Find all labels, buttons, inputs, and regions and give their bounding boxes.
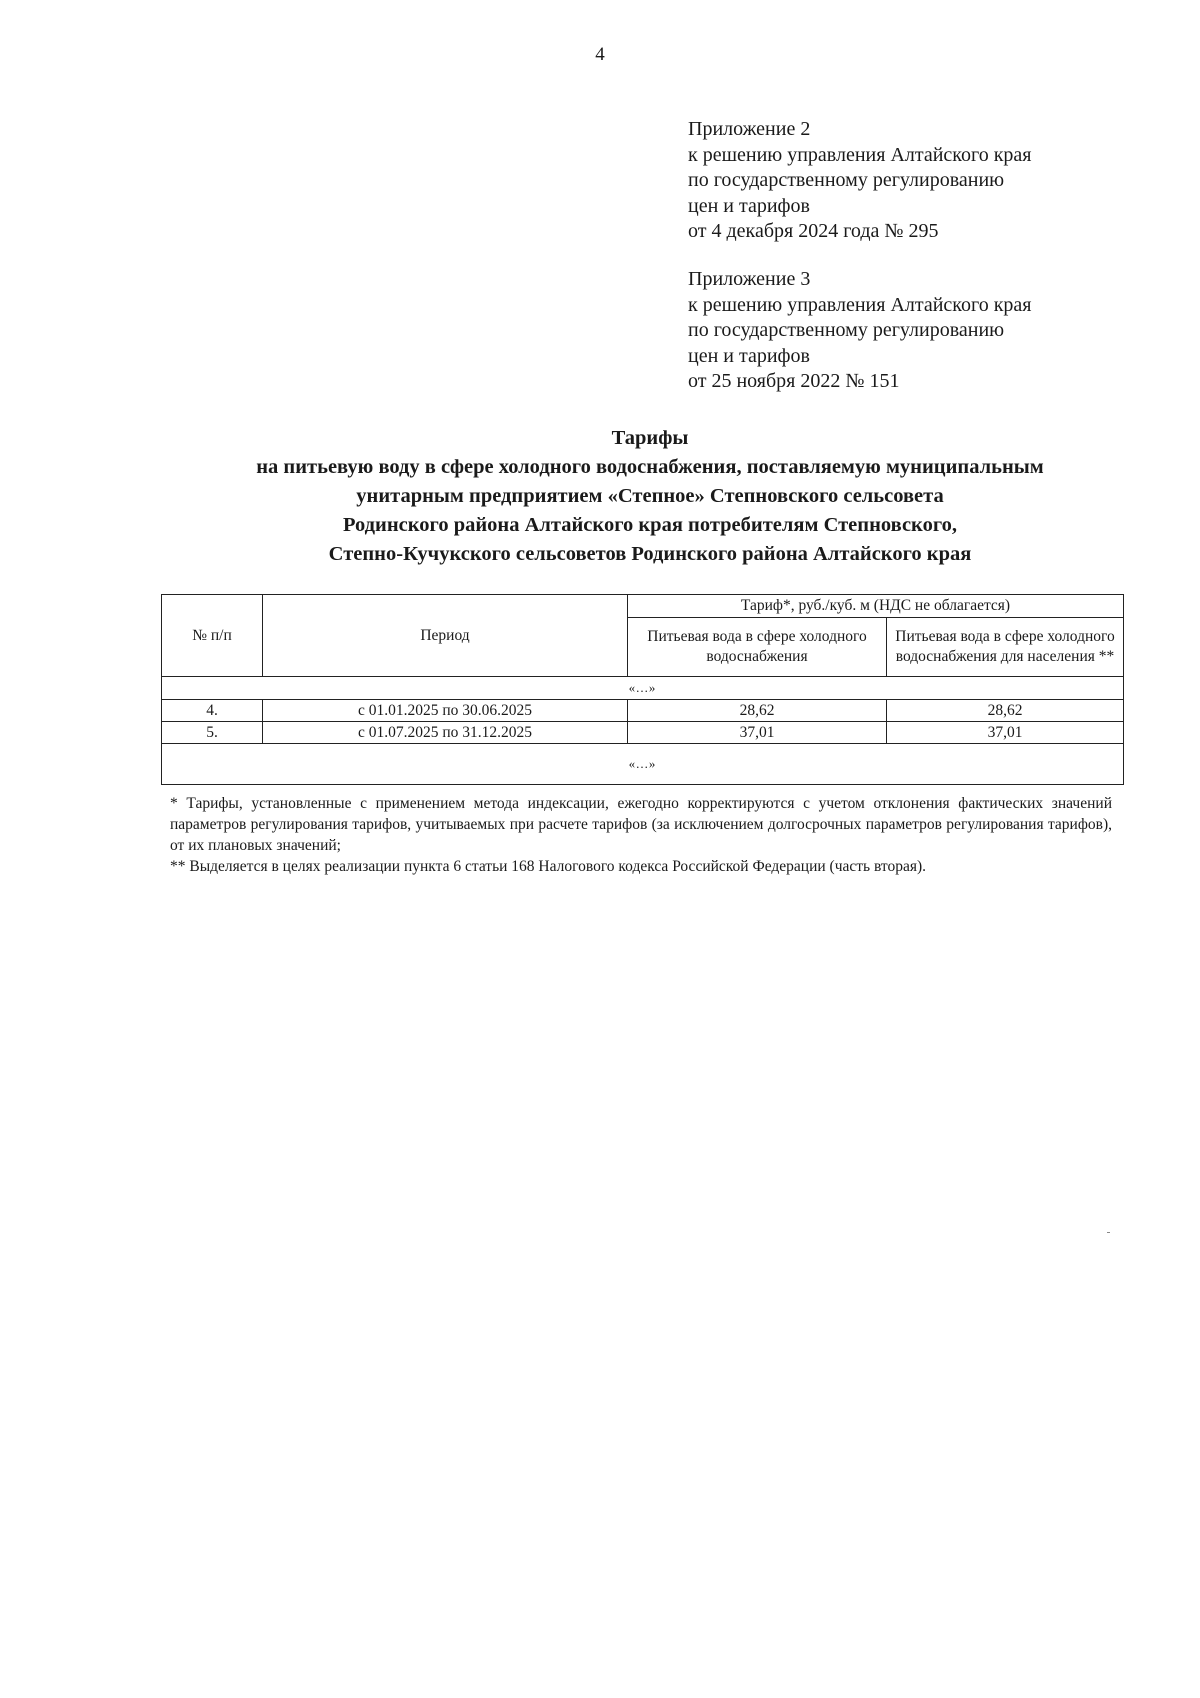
appendix-2-line: цен и тарифов <box>688 194 810 217</box>
row-period: с 01.07.2025 по 31.12.2025 <box>263 722 628 744</box>
table-row <box>162 700 1124 722</box>
footnote-1: * Тарифы, установленные с применением метода индексации, ежегодно корректируются с учетом отклонения фактических значений параметров регулирования тарифов, учитываемых при расчете тарифов (за исключением долгосрочных параметров регулирования тарифов), от их плановых значений; <box>170 795 1112 854</box>
appendix-2-header <box>688 117 1168 245</box>
appendix-3-line: к решению управления Алтайского края <box>688 293 1032 316</box>
header-tariff-a: Питьевая вода в сфере холодного водоснабжения <box>628 618 887 677</box>
appendix-2-line: от 4 декабря 2024 года № 295 <box>688 220 939 242</box>
row-tariff-a: 37,01 <box>628 722 887 744</box>
header-num: № п/п <box>162 595 263 677</box>
row-tariff-a: 28,62 <box>628 700 887 722</box>
title-line: на питьевую воду в сфере холодного водоснабжения, поставляемую муниципальным <box>256 456 1044 478</box>
row-num: 5. <box>162 722 263 744</box>
title-line: Тарифы <box>611 427 689 449</box>
appendix-3-header <box>688 267 1168 395</box>
footnote-2: ** Выделяется в целях реализации пункта 6 статьи 168 Налогового кодекса Российской Федерации (часть вторая). <box>170 858 927 875</box>
tariffs-table <box>161 594 1124 785</box>
scan-artifact <box>1107 1232 1110 1233</box>
appendix-2-line: по государственному регулированию <box>688 169 1005 191</box>
appendix-2-line: Приложение 2 <box>688 118 811 140</box>
appendix-3-line: по государственному регулированию <box>688 319 1005 341</box>
title-line: Степно-Кучукского сельсоветов Родинского района Алтайского края <box>328 543 972 565</box>
title-line: унитарным предприятием «Степное» Степновского сельсовета <box>356 485 944 507</box>
footnotes <box>170 793 1112 877</box>
row-tariff-b: 37,01 <box>887 722 1124 744</box>
row-period: с 01.01.2025 по 30.06.2025 <box>263 700 628 722</box>
header-tariff-group: Тариф*, руб./куб. м (НДС не облагается) <box>628 595 1124 618</box>
appendix-3-line: от 25 ноября 2022 № 151 <box>688 370 900 392</box>
appendix-3-line: цен и тарифов <box>688 344 810 367</box>
header-period: Период <box>263 595 628 677</box>
table-ellipsis-top: «...» <box>162 677 1124 700</box>
row-num: 4. <box>162 700 263 722</box>
header-tariff-b: Питьевая вода в сфере холодного водоснабжения для населения ** <box>887 618 1124 677</box>
title-line: Родинского района Алтайского края потребителям Степновского, <box>342 514 958 536</box>
row-tariff-b: 28,62 <box>887 700 1124 722</box>
table-row <box>162 722 1124 744</box>
document-title <box>130 424 1170 569</box>
table-ellipsis-bottom: «...» <box>162 744 1124 785</box>
appendix-3-line: Приложение 3 <box>688 268 811 290</box>
page-number: 4 <box>595 44 605 65</box>
appendix-2-line: к решению управления Алтайского края <box>688 143 1032 166</box>
